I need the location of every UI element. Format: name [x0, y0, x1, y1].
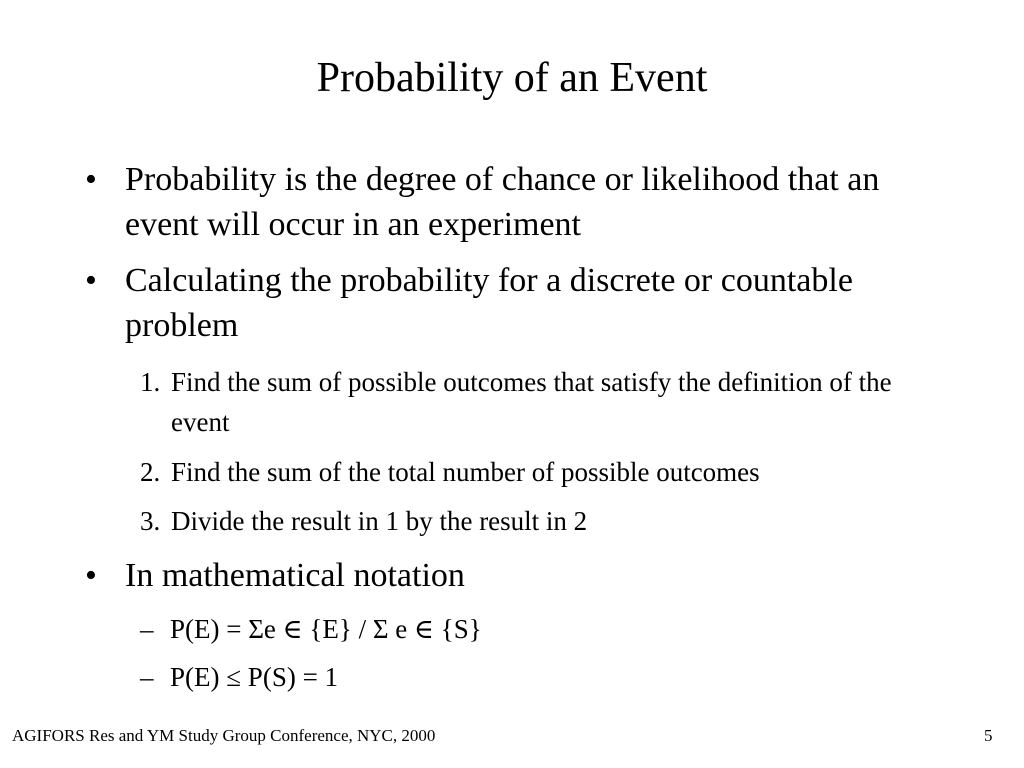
formula-text: P(E) = Σe ∈ {E} / Σ e ∈ {S} [170, 614, 482, 644]
step-number: 2. [140, 457, 161, 487]
dash-marker: – [140, 662, 154, 692]
formula-item [140, 609, 930, 649]
step-item [140, 501, 930, 541]
bullet-text: In mathematical notation [125, 557, 465, 594]
formula-item [140, 657, 930, 697]
formula-text: P(E) ≤ P(S) = 1 [170, 662, 339, 692]
step-text: Find the sum of the total number of possible outcomes [171, 457, 760, 487]
bullet-marker: • [85, 161, 97, 198]
bullet-item [85, 553, 925, 598]
step-number: 1. [140, 367, 161, 397]
slide-title: Probability of an Event [316, 55, 708, 101]
step-item [140, 452, 930, 492]
bullet-text: Calculating the probability for a discrete or countable problem [125, 262, 853, 344]
footer-caption: AGIFORS Res and YM Study Group Conference, NYC, 2000 [12, 726, 436, 745]
bullet-marker: • [85, 262, 97, 299]
bullet-marker: • [85, 557, 97, 594]
bullet-item [85, 258, 925, 348]
bullet-item [85, 157, 925, 247]
bullet-text: Probability is the degree of chance or likelihood that an event will occur in an experiment [125, 161, 880, 243]
step-text: Divide the result in 1 by the result in 2 [171, 506, 588, 536]
dash-marker: – [140, 614, 154, 644]
step-text: Find the sum of possible outcomes that satisfy the definition of the event [171, 367, 892, 437]
step-number: 3. [140, 506, 161, 536]
page-number: 5 [984, 726, 993, 745]
step-item [140, 362, 930, 442]
